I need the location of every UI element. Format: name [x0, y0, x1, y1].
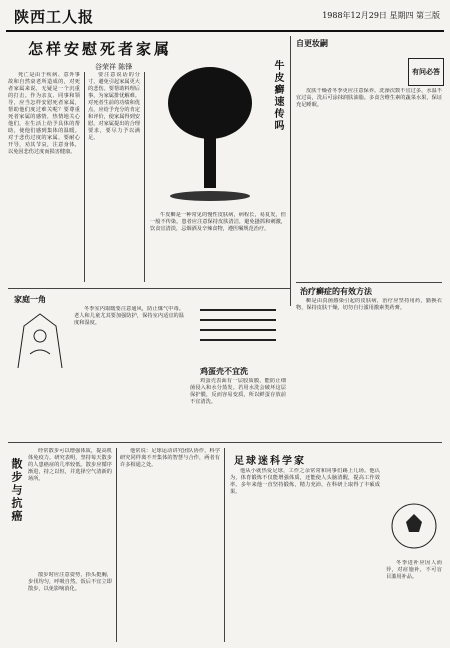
qa-logo-box: [408, 58, 444, 86]
family-corner-title: 家庭一角: [14, 294, 46, 304]
soccer-illustration: [386, 496, 442, 556]
center-article-text: 鸡蛋壳表面有一层胶质膜，能防止细菌侵入和水分蒸发。若用水洗会破坏这层保护膜，反而容易变质，所以鲜蛋存放前不宜清洗。: [190, 378, 286, 405]
family-sketch: [10, 306, 70, 376]
soccer-sketch: [386, 496, 442, 556]
column-divider: [290, 36, 291, 306]
tree-illustration: [150, 58, 270, 208]
lower-middle-body: [120, 448, 220, 642]
qa-logo: 有问必答: [412, 67, 440, 76]
lower-left-text-2: 散步时应注意姿势，抬头挺胸，步伐均匀，呼吸自然。饭后不宜立即散步，以免影响消化。: [28, 572, 112, 592]
lead-body: [8, 72, 80, 282]
consult-box-title: 治疗癣症的有效方法: [300, 286, 372, 296]
center-article-title: 鸡蛋壳不宜洗: [200, 366, 248, 376]
center-article-body: [190, 378, 286, 438]
column-divider: [84, 72, 85, 282]
right-column-heading: 自更妆嗣: [296, 38, 328, 48]
right-column-body: [296, 88, 442, 278]
lead-headline: 怎样安慰死者家属: [28, 40, 173, 58]
bottom-right-body: [386, 560, 442, 642]
side-section-text: 牛皮癣是一种常见的慢性皮肤病，病程长，易复发，但一般不传染。患者应注意保持皮肤清洁，避免搔抓和刺激，饮食宜清淡，忌烟酒及辛辣食物，遵医嘱规范治疗。: [150, 212, 286, 232]
column-2-text: 要注意说话的分寸，避免引起家属更大的悲伤。要帮助料理后事，为家属排忧解难。对死者生前的功绩和优点，应给予充分的肯定和评价，使家属得到安慰。对家属提出的合理要求，要尽力予以满足。: [88, 72, 140, 141]
column-divider: [144, 72, 145, 282]
family-illustration: [10, 306, 70, 376]
bottom-feature-title: 足球迷科学家: [234, 456, 306, 467]
column-divider: [224, 448, 225, 642]
bottom-right-text: 冬季进补应因人而异，对症施补，不可盲目滥用补品。: [386, 560, 442, 580]
lower-left-body-2: [28, 572, 112, 642]
lines-sketch: [190, 300, 286, 360]
lead-body-text: 死亡是由于疾病、意外事故和自然衰老所造成的，对死者家属来说，无疑是一个沉重的打击。作为亲友、同事和领导，应当怎样安慰死者家属，帮助他们度过难关呢？要尊重死者家属的感情，热情地关心他们，在生活上给予具体的帮助，使他们感到集体的温暖。对于悲伤过度的家属，要耐心开导，劝其节哀，注意身体，以免因悲伤过度而损害健康。: [8, 72, 80, 155]
tree-drawing: [150, 58, 270, 208]
column-divider: [116, 448, 117, 642]
bottom-feature-body: [230, 468, 380, 642]
lower-middle-text: 他常说：足球运动讲究团队协作，科学研究同样离不开集体的智慧与合作，两者有许多相通之处。: [120, 448, 220, 468]
section-divider: [8, 442, 442, 443]
right-column-text: 皮肤干燥者冬季更应注意保养。洗澡次数不宜过多，水温不宜过高，洗后可涂抹润肤油脂。多食含维生素的蔬菜水果，保证充足睡眠。: [296, 88, 442, 108]
lines-illustration: [190, 300, 286, 360]
lead-byline: 谷荣祥 陈锋: [95, 63, 133, 71]
section-divider: [8, 288, 290, 289]
consult-box-text: 癣是由真菌感染引起的皮肤病，治疗应坚持用药，勤换衣物，保持皮肤干燥，切勿自行滥用激素类药膏。: [296, 298, 442, 311]
lower-left-text: 经常散步可以增强体质，提高机体免疫力。研究表明，坚持每天散步的人患癌症的几率较低。散步应循序渐进，持之以恒，并选择空气清新的场所。: [28, 448, 112, 482]
paper-name: 陕西工人报: [14, 8, 95, 26]
family-corner-text: 冬季室内取暖要注意通风，防止煤气中毒。老人和儿童尤其要加强防护，保持室内适宜的温度和湿度。: [74, 306, 184, 326]
family-corner-body: [74, 306, 184, 426]
bottom-feature-text: 他从小就热爱足球，工作之余常常和同事们踢上几场。他认为，体育锻炼不仅能增强体质，还能使人头脑清醒，提高工作效率。多年来他一直坚持锻炼，精力充沛，在科研上取得了丰硕成果。: [230, 468, 380, 495]
issue-date: 1988年12月29日 星期四 第三版: [322, 11, 440, 20]
side-section-title: 牛皮癣速传吗: [272, 60, 283, 132]
section-divider: [296, 282, 442, 283]
column-2: [88, 72, 140, 282]
consult-box-body: [296, 298, 442, 428]
lower-left-body: [28, 448, 112, 568]
lower-left-title: 散步与抗癌: [10, 458, 23, 523]
masthead: [6, 4, 444, 32]
side-section-body: [150, 212, 286, 312]
